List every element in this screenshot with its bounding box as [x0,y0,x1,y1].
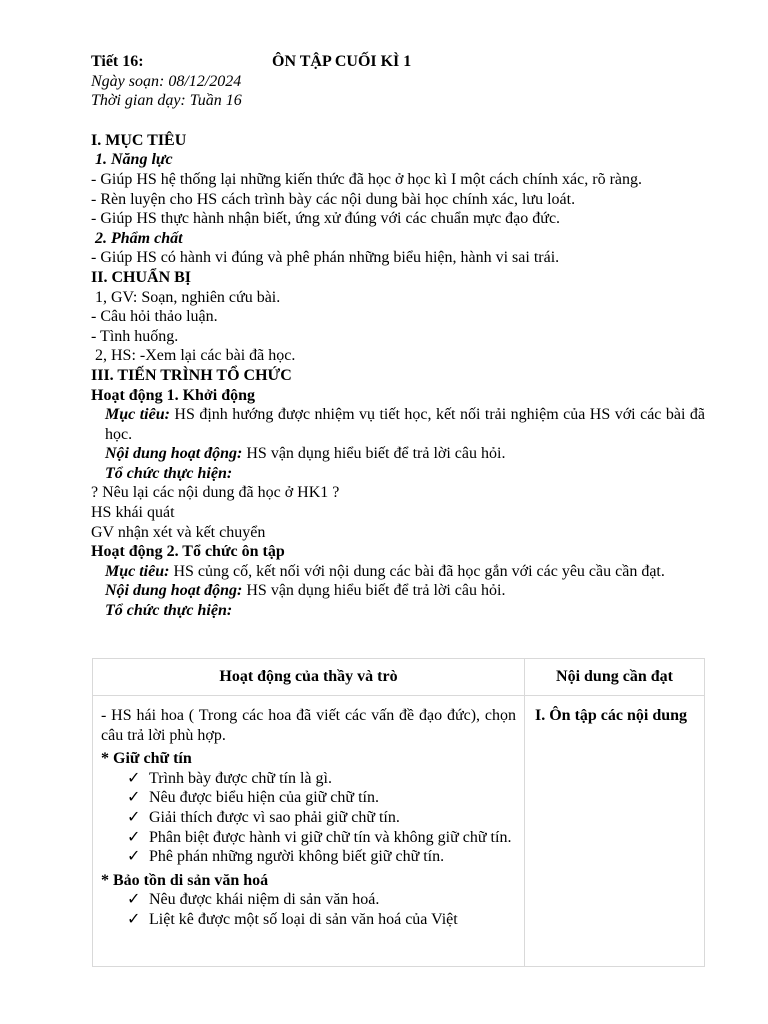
activity1-step: HS khái quát [91,504,175,522]
heritage-list [101,890,516,929]
teaching-time: Thời gian dạy: Tuần 16 [91,92,242,110]
col-content-header: Nội dung cần đạt [525,659,705,696]
activity1-content-label: Nội dung hoạt động: [105,445,243,463]
activity2-goal [91,562,705,582]
lesson-title: ÔN TẬP CUỐI KÌ 1 [272,53,412,70]
preparation-item: - Câu hỏi thảo luận. [91,308,218,326]
preparation-item: - Tình huống. [91,327,179,345]
list-item: ✓ Phân biệt được hành vi giữ chữ tín và không giữ chữ tín. [127,828,512,846]
checkmark-icon: ✓ [127,848,141,866]
header-row [91,52,705,72]
activity2-goal-text: HS củng cố, kết nối với nội dung các bài đã học gắn với các yêu cầu cần đạt. [169,562,665,580]
date-prepared: Ngày soạn: 08/12/2024 [91,72,242,90]
table-row [93,696,705,967]
preparation-item: 1, GV: Soạn, nghiên cứu bài. [95,288,281,306]
section-title-keep-promise: * Giữ chữ tín [101,750,192,768]
table-intro: - HS hái hoa ( Trong các hoa đã viết các vấn đề đạo đức), chọn câu trả lời phù hợp. [101,707,516,744]
activity1-content [91,444,705,464]
preparation-heading: II. CHUẨN BỊ [91,268,192,286]
checkmark-icon: ✓ [127,769,141,787]
lesson-plan-document [91,52,705,621]
table-header-row [93,659,705,696]
content-cell [525,696,705,967]
list-item: ✓ Nêu được biểu hiện của giữ chữ tín. [127,789,379,807]
activities-cell [93,696,525,967]
process-heading: III. TIẾN TRÌNH TỔ CHỨC [91,366,292,384]
activity1-goal-label: Mục tiêu: [105,406,170,424]
list-item: ✓ Liệt kê được một số loại di sản văn hoá của Việt [127,910,458,928]
competence-item: - Giúp HS thực hành nhận biết, ứng xử đúng với các chuẩn mực đạo đức. [91,210,561,228]
col-teacher-student-header: Hoạt động của thầy và trò [93,659,525,696]
activity2-org-label: Tổ chức thực hiện: [105,602,233,620]
keep-promise-list [101,769,516,867]
competence-heading: 1. Năng lực [95,151,173,169]
quality-item: - Giúp HS có hành vi đúng và phê phán những biểu hiện, hành vi sai trái. [91,249,560,267]
list-item: ✓ Phê phán những người không biết giữ chữ tín. [127,848,445,866]
activity2-content-text: HS vận dụng hiểu biết để trả lời câu hỏi. [242,582,506,600]
lesson-number: Tiết 16: [91,53,144,70]
activity2-goal-label: Mục tiêu: [105,562,170,580]
activity2-content [91,581,705,601]
checkmark-icon: ✓ [127,789,141,807]
activity1-title: Hoạt động 1. Khởi động [91,386,256,404]
activity1-org-label: Tổ chức thực hiện: [105,464,233,482]
checkmark-icon: ✓ [127,828,141,846]
checkmark-icon: ✓ [127,891,141,909]
activity1-step: ? Nêu lại các nội dung đã học ở HK1 ? [91,484,340,502]
activity1-goal-text: HS định hướng được nhiệm vụ tiết học, kết nối trải nghiệm của HS với các bài đã học. [105,406,705,443]
checkmark-icon: ✓ [127,910,141,928]
competence-item: - Giúp HS hệ thống lại những kiến thức đã học ở học kì I một cách chính xác, rõ ràng. [91,170,642,188]
review-content-heading: I. Ôn tập các nội dung [535,707,688,724]
list-item: ✓ Nêu được khái niệm di sản văn hoá. [127,891,380,909]
competence-item: - Rèn luyện cho HS cách trình bày các nội dung bài học chính xác, lưu loát. [91,190,576,208]
list-item: ✓ Giải thích được vì sao phải giữ chữ tín. [127,808,400,826]
objectives-heading: I. MỤC TIÊU [91,131,187,149]
activity1-goal [91,405,705,444]
section-title-heritage: * Bảo tồn di sản văn hoá [101,871,269,889]
activity2-content-label: Nội dung hoạt động: [105,582,243,600]
quality-heading: 2. Phẩm chất [95,229,183,247]
list-item: ✓ Trình bày được chữ tín là gì. [127,769,332,787]
preparation-item: 2, HS: -Xem lại các bài đã học. [95,347,296,365]
checkmark-icon: ✓ [127,808,141,826]
activity-table [92,658,705,967]
activity2-title: Hoạt động 2. Tổ chức ôn tập [91,543,285,561]
activity1-step: GV nhận xét và kết chuyển [91,523,266,541]
activity1-content-text: HS vận dụng hiểu biết để trả lời câu hỏi. [242,445,506,463]
